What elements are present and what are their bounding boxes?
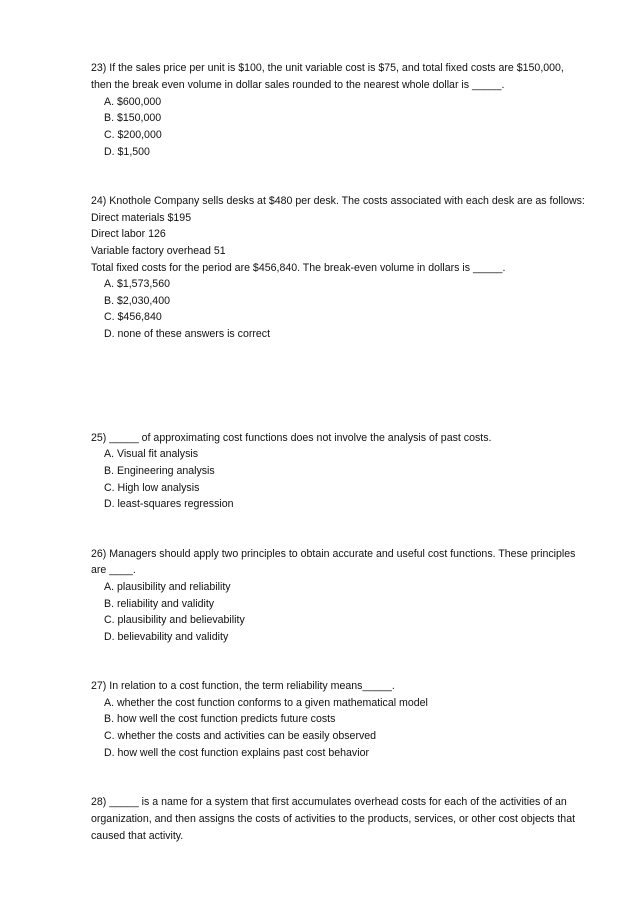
question-text: caused that activity.	[91, 830, 184, 842]
question-text: 24) Knothole Company sells desks at $480 per desk. The costs associated with each desk are as follows:	[91, 195, 585, 207]
answer-option: D. how well the cost function explains past cost behavior	[104, 747, 369, 759]
answer-option: C. $200,000	[104, 129, 162, 141]
question-text: 23) If the sales price per unit is $100, the unit variable cost is $75, and total fixed costs are $150,000,	[91, 62, 564, 74]
answer-option: D. believability and validity	[104, 631, 229, 643]
question-text: Variable factory overhead 51	[91, 245, 226, 257]
question-text: organization, and then assigns the costs of activities to the products, services, or other cost objects that	[91, 813, 576, 825]
question-text: Direct materials $195	[91, 212, 192, 224]
answer-option: B. how well the cost function predicts future costs	[104, 713, 336, 725]
answer-option: A. $600,000	[104, 96, 162, 108]
answer-option: C. High low analysis	[104, 482, 200, 494]
question-text: Direct labor 126	[91, 228, 166, 240]
answer-option: A. plausibility and reliability	[104, 581, 231, 593]
answer-option: C. $456,840	[104, 311, 162, 323]
answer-option: B. Engineering analysis	[104, 465, 215, 477]
answer-option: C. plausibility and believability	[104, 614, 245, 626]
answer-option: D. none of these answers is correct	[104, 328, 271, 340]
question-text: Total fixed costs for the period are $456,840. The break-even volume in dollars is _____.	[91, 262, 506, 274]
question-text: 25) _____ of approximating cost functions does not involve the analysis of past costs.	[91, 432, 492, 444]
question-text: are ____.	[91, 564, 136, 576]
answer-option: A. Visual fit analysis	[104, 448, 199, 460]
answer-option: D. $1,500	[104, 146, 150, 158]
answer-option: C. whether the costs and activities can be easily observed	[104, 730, 377, 742]
question-text: then the break even volume in dollar sales rounded to the nearest whole dollar is _____.	[91, 79, 505, 91]
answer-option: B. $150,000	[104, 112, 162, 124]
question-text: 27) In relation to a cost function, the term reliability means_____.	[91, 680, 395, 692]
answer-option: B. $2,030,400	[104, 295, 170, 307]
answer-option: A. $1,573,560	[104, 278, 170, 290]
answer-option: D. least-squares regression	[104, 498, 234, 510]
question-text: 26) Managers should apply two principles to obtain accurate and useful cost functions. These principles	[91, 548, 576, 560]
answer-option: A. whether the cost function conforms to a given mathematical model	[104, 697, 428, 709]
question-text: 28) _____ is a name for a system that first accumulates overhead costs for each of the activities of an	[91, 796, 567, 808]
answer-option: B. reliability and validity	[104, 598, 215, 610]
